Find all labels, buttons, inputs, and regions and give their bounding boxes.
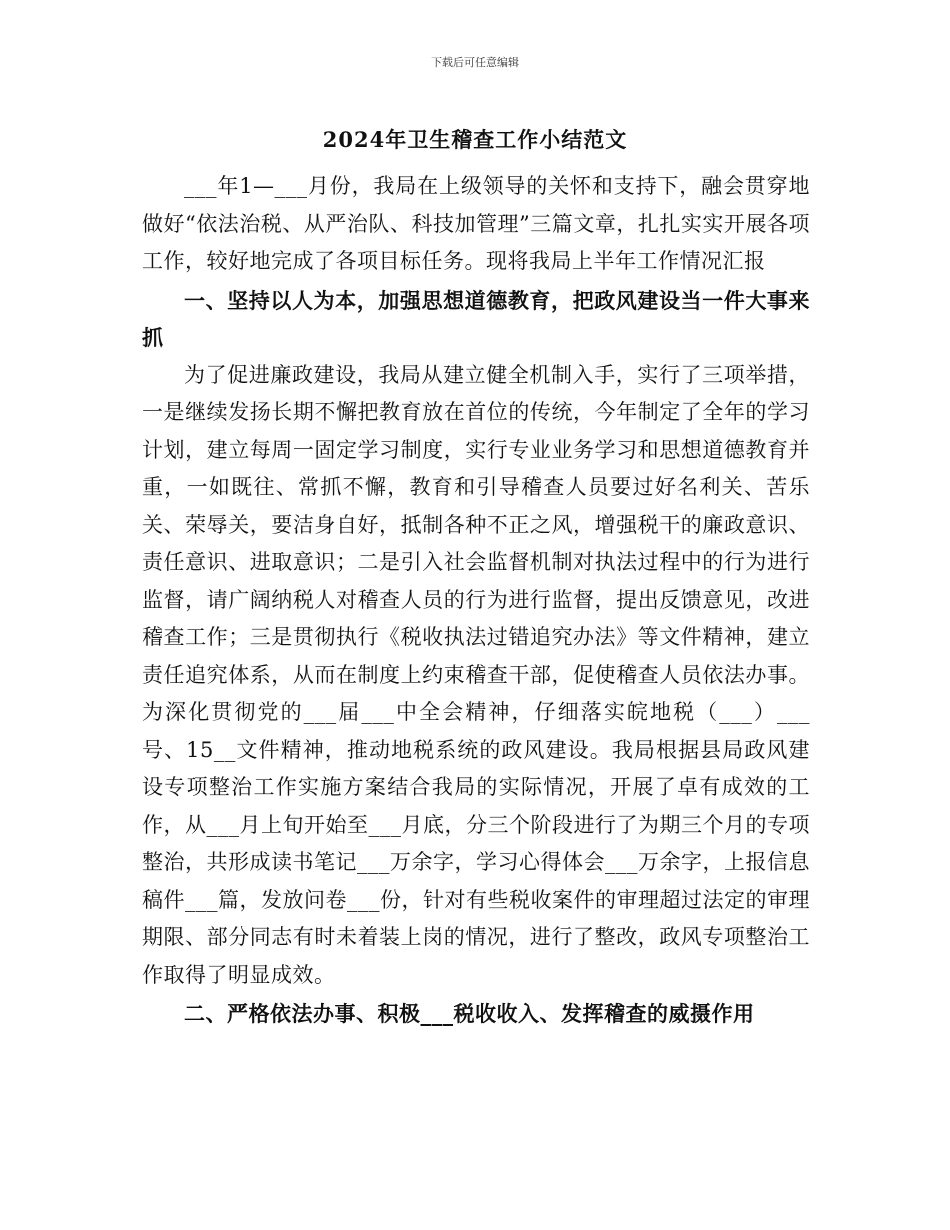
document-body <box>142 168 810 1033</box>
intro-paragraph: ___年1—___月份，我局在上级领导的关怀和支持下，融会贯穿地做好“依法治税、从严治队、科技加管理”三篇文章，扎扎实实开展各项工作，较好地完成了各项目标任务。现将我局上半年工作情况汇报 <box>142 174 810 273</box>
header-note: 下载后可任意编辑 <box>431 56 519 69</box>
section-heading-2: 二、严格依法办事、积极___税收收入、发挥稽查的威摄作用 <box>184 1001 755 1026</box>
section-heading-1: 一、坚持以人为本，加强思想道德教育，把政风建设当一件大事来抓 <box>142 287 810 350</box>
document-title: 2024年卫生稽查工作小结范文 <box>322 127 628 152</box>
section-1-paragraph: 为了促进廉政建设，我局从建立健全机制入手，实行了三项举措，一是继续发扬长期不懈把教育放在首位的传统，今年制定了全年的学习计划，建立每周一固定学习制度，实行专业业务学习和思想道德教育并重，一如既往、常抓不懈，教育和引导稽查人员要过好名利关、苦乐关、荣辱关，要洁身自好，抵制各种不正之风，增强税干的廉政意识、责任意识、进取意识；二是引入社会监督机制对执法过程中的行为进行监督，请广阔纳税人对稽查人员的行为进行监督，提出反馈意见，改进稽查工作；三是贯彻执行《税收执法过错追究办法》等文件精神，建立责任追究体系，从而在制度上约束稽查干部，促使稽查人员依法办事。为深化贯彻党的___届___中全会精神，仔细落实皖地税（___）___号、15__文件精神，推动地税系统的政风建设。我局根据县局政风建设专项整治工作实施方案结合我局的实际情况，开展了卓有成效的工作，从___月上旬开始至___月底，分三个阶段进行了为期三个月的专项整治，共形成读书笔记___万余字，学习心得体会___万余字，上报信息稿件___篇，发放问卷___份，针对有些税收案件的审理超过法定的审理期限、部分同志有时未着装上岗的情况，进行了整改，政风专项整治工作取得了明显成效。 <box>142 362 810 987</box>
